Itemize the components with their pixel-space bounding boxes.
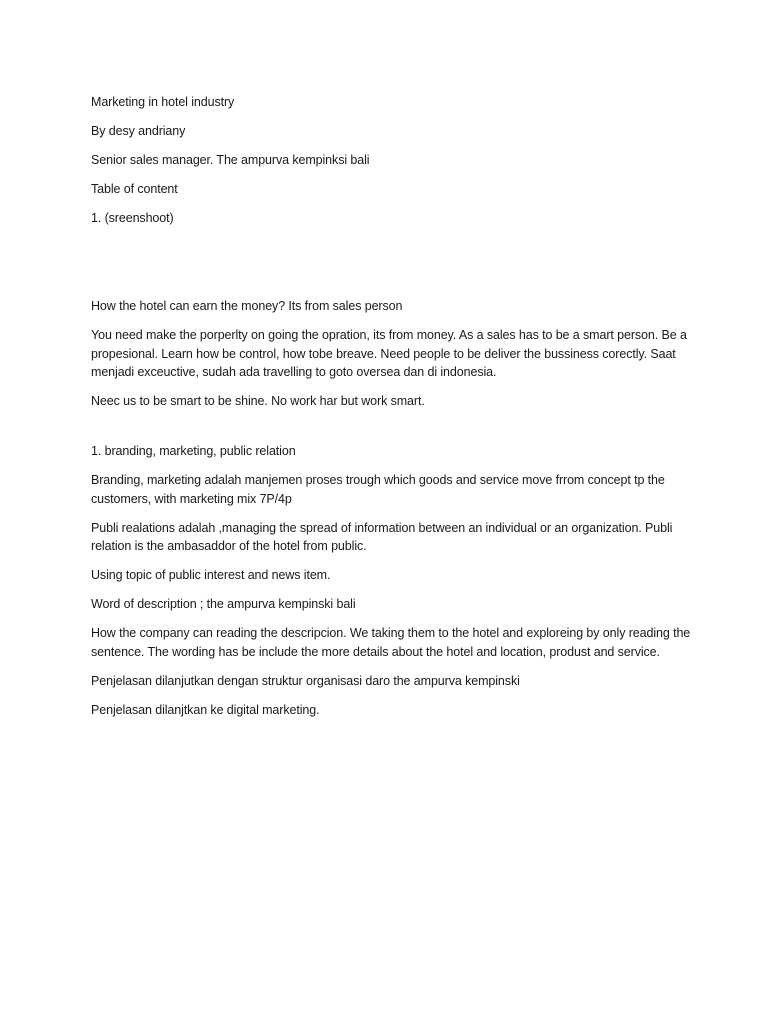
document-body bbox=[91, 93, 691, 730]
section2-paragraph-3: Using topic of public interest and news item. bbox=[91, 568, 331, 582]
section2-paragraph-2: Publi realations adalah ,managing the spread of information between an individual or an organization. Publi relation is the ambasaddor of the hotel from public. bbox=[91, 520, 673, 553]
spacer bbox=[91, 421, 691, 442]
section1-paragraph-1: You need make the porperlty on going the opration, its from money. As a sales has to be a smart person. Be a propesional. Learn how be control, how tobe breave. Need people to be deliver the bussiness corectly. Saat menjadi exceuctive, sudah ada travelling to goto oversea dan di indonesia. bbox=[91, 328, 687, 379]
section1-question: How the hotel can earn the money? Its from sales person bbox=[91, 299, 403, 313]
toc-heading: Table of content bbox=[91, 182, 178, 196]
section2-paragraph-6: Penjelasan dilanjutkan dengan struktur organisasi daro the ampurva kempinski bbox=[91, 673, 520, 688]
section1-paragraph-2: Neec us to be smart to be shine. No work har but work smart. bbox=[91, 394, 425, 408]
section2-heading: 1. branding, marketing, public relation bbox=[91, 444, 296, 458]
toc-item: 1. (sreenshoot) bbox=[91, 211, 174, 225]
document-author: By desy andriany bbox=[91, 124, 186, 138]
spacer bbox=[91, 238, 691, 297]
document-title: Marketing in hotel industry bbox=[91, 95, 235, 109]
section2-paragraph-4: Word of description ; the ampurva kempinski bali bbox=[91, 597, 356, 611]
section2-paragraph-7: Penjelasan dilanjtkan ke digital marketing. bbox=[91, 702, 320, 717]
section2-paragraph-5: How the company can reading the descripcion. We taking them to the hotel and exploreing by only reading the sentence. The wording has be include the more details about the hotel and location, produst and service. bbox=[91, 626, 691, 659]
section2-paragraph-1: Branding, marketing adalah manjemen proses trough which goods and service move frrom concept tp the customers, with marketing mix 7P/4p bbox=[91, 473, 665, 506]
author-role: Senior sales manager. The ampurva kempinksi bali bbox=[91, 153, 370, 167]
